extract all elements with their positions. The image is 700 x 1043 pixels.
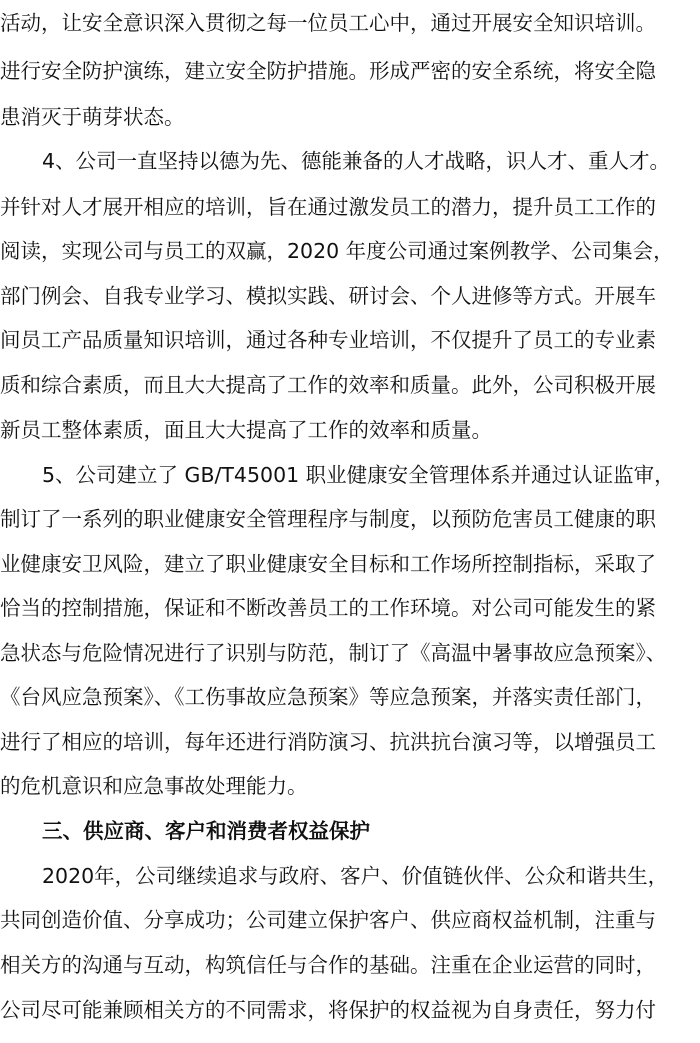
body-text-line: 间员工产品质量知识培训，通过各种专业培训，不仅提升了员工的专业素 (0, 328, 656, 352)
body-text-line: 制订了一系列的职业健康安全管理程序与制度，以预防危害员工健康的职 (0, 507, 656, 531)
body-text-line: 共同创造价值、分享成功；公司建立保护客户、供应商权益机制，注重与 (0, 908, 656, 932)
body-text-line: 4、公司一直坚持以德为先、德能兼备的人才战略，识人才、重人才。 (42, 149, 671, 173)
body-text-line: 5、公司建立了 GB/T45001 职业健康安全管理体系并通过认证监审， (42, 463, 675, 487)
body-text-line: 的危机意识和应急事故处理能力。 (0, 774, 308, 798)
body-text-line: 公司尽可能兼顾相关方的不同需求，将保护的权益视为自身责任，努力付 (0, 998, 656, 1022)
body-text-line: 相关方的沟通与互动，构筑信任与合作的基础。注重在企业运营的同时， (0, 953, 656, 977)
body-text-line: 阅读，实现公司与员工的双赢，2020 年度公司通过案例教学、公司集会， (0, 239, 674, 263)
section-heading: 三、供应商、客户和消费者权益保护 (42, 819, 370, 843)
body-text-line: 并针对人才展开相应的培训，旨在通过激发员工的潜力，提升员工工作的 (0, 195, 656, 219)
body-text-line: 质和综合素质，而且大大提高了工作的效率和质量。此外，公司积极开展 (0, 373, 656, 397)
body-text-line: 急状态与危险情况进行了识别与防范，制订了《高温中暑事故应急预案》、 (0, 641, 667, 665)
body-text-line: 部门例会、自我专业学习、模拟实践、研讨会、个人进修等方式。开展车 (0, 284, 656, 308)
body-text-line: 2020年，公司继续追求与政府、客户、价值链伙伴、公众和谐共生， (42, 864, 669, 888)
body-text-line: 业健康安卫风险，建立了职业健康安全目标和工作场所控制指标，采取了 (0, 552, 656, 576)
body-text-line: 新员工整体素质，面且大大提高了工作的效率和质量。 (0, 418, 492, 442)
body-text-line: 患消灭于萌芽状态。 (0, 105, 185, 129)
body-text-line: 活动，让安全意识深入贯彻之每一位员工心中，通过开展安全知识培训。 (0, 11, 656, 35)
body-text-line: 恰当的控制措施，保证和不断改善员工的工作环境。对公司可能发生的紧 (0, 596, 656, 620)
body-text-line: 进行安全防护演练，建立安全防护措施。形成严密的安全系统，将安全隐 (0, 59, 656, 83)
body-text-line: 《台风应急预案》、《工伤事故应急预案》等应急预案，并落实责任部门， (0, 685, 656, 709)
body-text-line: 进行了相应的培训，每年还进行消防演习、抗洪抗台演习等，以增强员工 (0, 730, 656, 754)
